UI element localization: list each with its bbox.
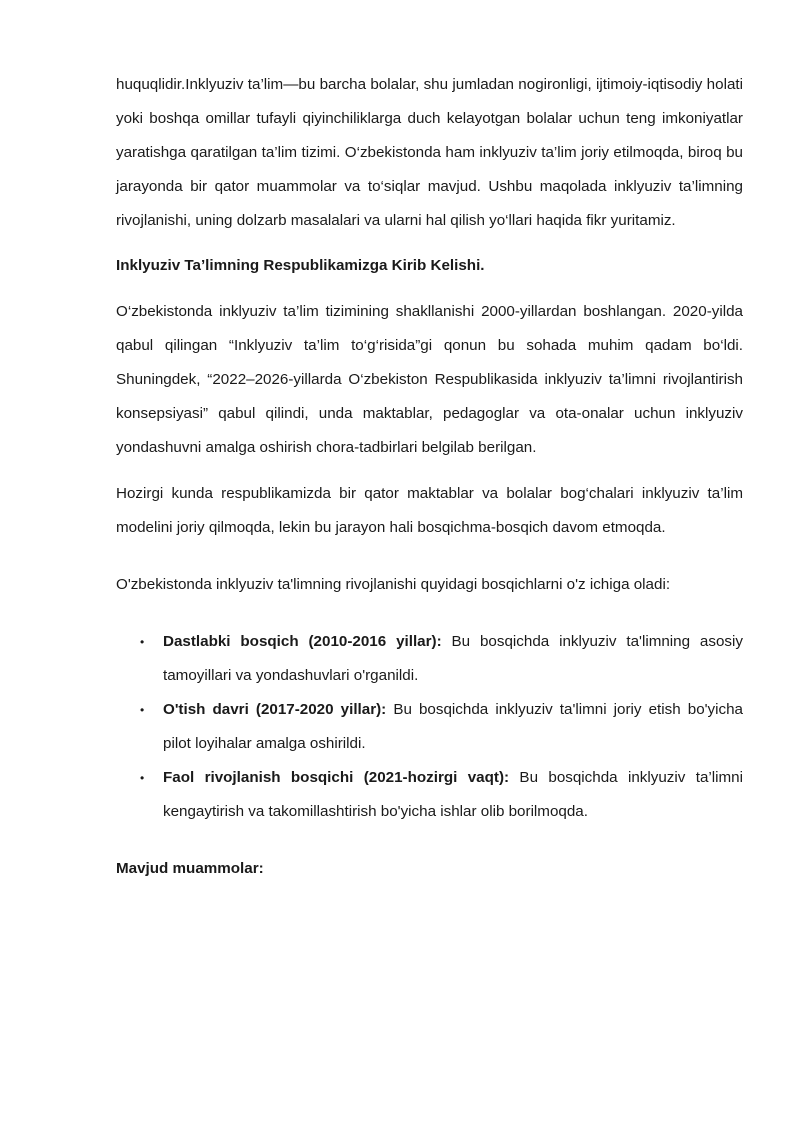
bullet-icon: • xyxy=(140,635,145,649)
stage-term: Faol rivojlanish bosqichi (2021-hozirgi vaqt): xyxy=(163,769,510,786)
problems-heading: Mavjud muammolar: xyxy=(116,860,264,877)
stages-list xyxy=(116,625,743,829)
stage-description: Bu bosqichda inklyuziv ta'limni joriy etish bo'yicha pilot loyihalar amalga oshirildi. xyxy=(163,701,743,752)
history-paragraph: O‘zbekistonda inklyuziv ta’lim tizimining shakllanishi 2000-yillardan boshlangan. 2020-yilda qabul qilingan “Inklyuziv ta’lim to‘g‘risida”gi qonun bu sohada muhim qadam bo‘ldi. Shuningdek, “2022–2026-yillarda O‘zbekiston Respublikasida inklyuziv ta’limni rivojlantirish konsepsiyasi” qabul qilindi, unda maktablar, pedagoglar va ota-onalar uchun inklyuziv yondashuvni amalga oshirish chora-tadbirlari belgilab berilgan. xyxy=(116,303,743,456)
stage-description: Bu bosqichda inklyuziv ta’limni kengaytirish va takomillashtirish bo'yicha ishlar olib borilmoqda. xyxy=(163,769,743,820)
intro-paragraph: huquqlidir.Inklyuziv ta’lim—bu barcha bolalar, shu jumladan nogironligi, ijtimoiy-iqtisodiy holati yoki boshqa omillar tufayli qiyinchiliklarga duch kelayotgan bolalar uchun teng imkoniyatlar yaratishga qaratilgan ta’lim tizimi. O‘zbekistonda ham inklyuziv ta’lim joriy etilmoqda, biroq bu jarayonda bir qator muammolar va to‘siqlar mavjud. Ushbu maqolada inklyuziv ta’limning rivojlanishi, uning dolzarb masalalari va ularni hal qilish yo‘llari haqida fikr yuritamiz. xyxy=(116,76,743,229)
bullet-icon: • xyxy=(140,771,145,785)
bullet-icon: • xyxy=(140,703,145,717)
stages-intro-paragraph: O'zbekistonda inklyuziv ta'limning rivojlanishi quyidagi bosqichlarni o'z ichiga oladi: xyxy=(116,576,671,593)
section-heading: Inklyuziv Ta’limning Respublikamizga Kirib Kelishi. xyxy=(116,257,485,274)
stage-term: Dastlabki bosqich (2010-2016 yillar): xyxy=(163,633,442,650)
stage-term: O'tish davri (2017-2020 yillar): xyxy=(163,701,387,718)
list-item xyxy=(116,761,743,829)
current-status-paragraph: Hozirgi kunda respublikamizda bir qator maktablar va bolalar bog‘chalari inklyuziv ta’lim modelini joriy qilmoqda, lekin bu jarayon hali bosqichma-bosqich davom etmoqda. xyxy=(116,485,743,536)
list-item xyxy=(116,625,743,693)
document-page xyxy=(116,68,743,886)
list-item xyxy=(116,693,743,761)
stage-description: Bu bosqichda inklyuziv ta'limning asosiy tamoyillari va yondashuvlari o'rganildi. xyxy=(163,633,743,684)
